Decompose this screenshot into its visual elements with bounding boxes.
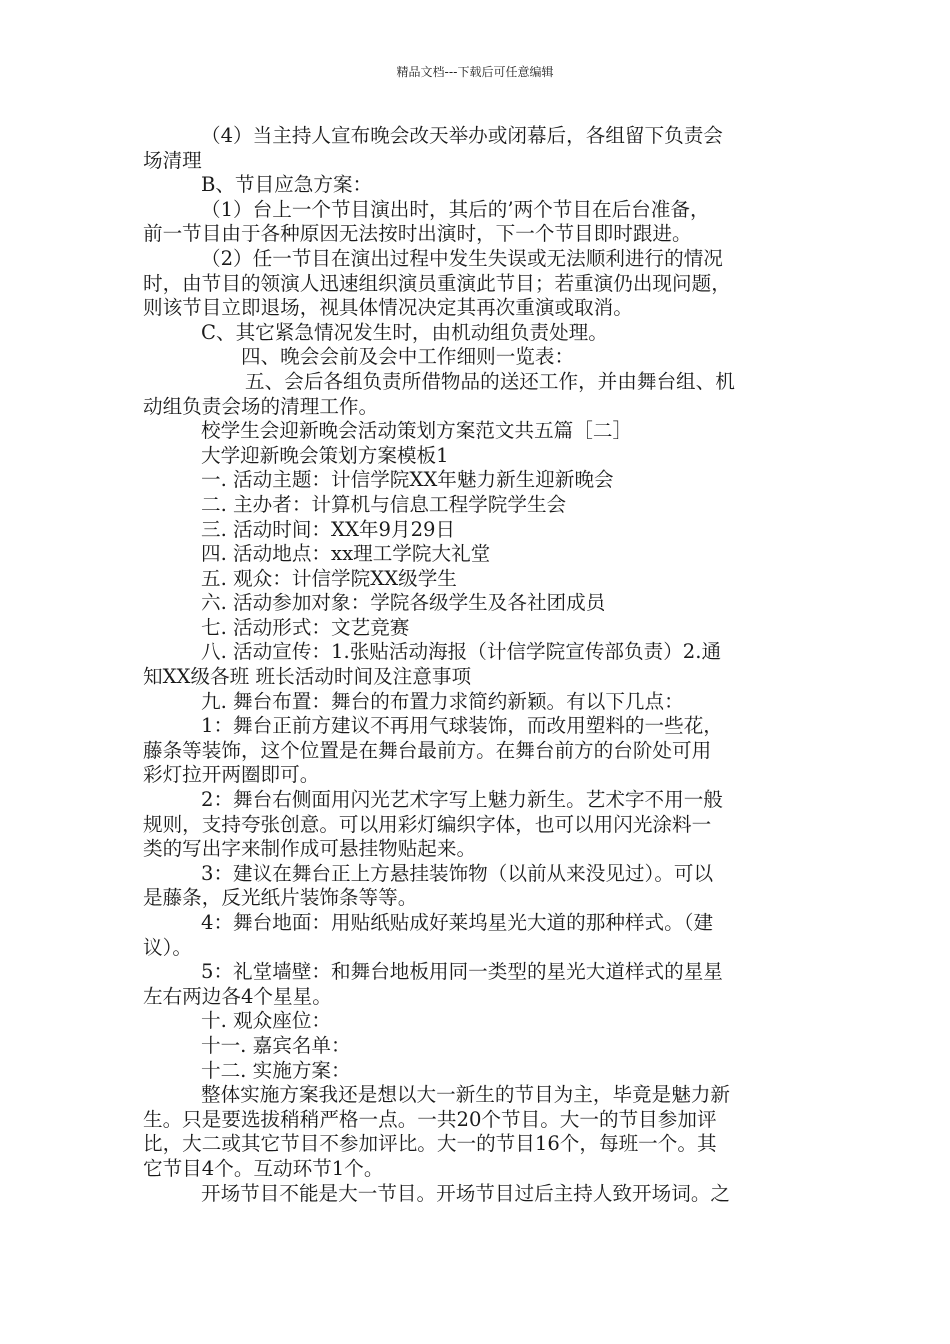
- text-line: 十. 观众座位：: [201, 1009, 332, 1033]
- text-line: 十二. 实施方案：: [201, 1058, 351, 1082]
- text-line: 前一节目由于各种原因无法按时出演时，下一个节目即时跟进。: [143, 222, 692, 246]
- text-line: 十一. 嘉宾名单：: [201, 1033, 351, 1057]
- text-line: 一. 活动主题：计信学院XX年魅力新生迎新晚会: [201, 468, 614, 492]
- text-line: 类的写出字来制作成可悬挂物贴起来。: [143, 837, 477, 861]
- text-line: 四. 活动地点：xx理工学院大礼堂: [201, 542, 491, 566]
- text-line: 1：舞台正前方建议不再用气球装饰，而改用塑料的一些花，: [201, 714, 723, 738]
- text-line: 三. 活动时间：XX年9月29日: [201, 517, 456, 541]
- text-line: 五. 观众：计信学院XX级学生: [201, 566, 457, 590]
- text-line: 生。只是要选拔稍稍严格一点。一共20个节目。大一的节目参加评: [143, 1107, 717, 1131]
- text-line: C、其它紧急情况发生时，由机动组负责处理。: [201, 320, 608, 344]
- text-line: 彩灯拉开两圈即可。: [143, 763, 320, 787]
- text-line: 藤条等装饰，这个位置是在舞台最前方。在舞台前方的台阶处可用: [143, 738, 712, 762]
- text-line: （1）台上一个节目演出时，其后的’两个节目在后台准备，: [201, 197, 710, 221]
- text-line: B、节目应急方案：: [201, 173, 373, 197]
- text-line: 5：礼堂墙壁：和舞台地板用同一类型的星光大道样式的星星: [201, 960, 723, 984]
- text-line: 校学生会迎新晚会活动策划方案范文共五篇［二］: [201, 419, 633, 443]
- text-line: 是藤条，反光纸片装饰条等等。: [143, 886, 418, 910]
- text-line: （2）任一节目在演出过程中发生失误或无法顺利进行的情况: [201, 246, 723, 270]
- text-line: 七. 活动形式：文艺竞赛: [201, 615, 410, 639]
- text-line: 九. 舞台布置：舞台的布置力求简约新颖。有以下几点：: [201, 689, 684, 713]
- text-line: 时，由节目的领演人迅速组织演员重演此节目；若重演仍出现问题，: [143, 271, 731, 295]
- text-line: 知XX级各班 班长活动时间及注意事项: [143, 665, 472, 689]
- text-line: 则该节目立即退场，视具体情况决定其再次重演或取消。: [143, 296, 633, 320]
- text-line: 规则，支持夸张创意。可以用彩灯编织字体，也可以用闪光涂料一: [143, 812, 712, 836]
- document-body: [143, 124, 809, 1206]
- text-line: 比，大二或其它节目不参加评比。大一的节目16个，每班一个。其: [143, 1132, 717, 1156]
- text-line: 开场节目不能是大一节目。开场节目过后主持人致开场词。之: [201, 1181, 731, 1205]
- text-line: 议）。: [143, 935, 192, 959]
- text-line: 它节目4个。互动环节1个。: [143, 1156, 384, 1180]
- text-line: 五、会后各组负责所借物品的送还工作，并由舞台组、机: [245, 369, 735, 393]
- text-line: 四、晚会会前及会中工作细则一览表：: [241, 345, 575, 369]
- text-line: 2：舞台右侧面用闪光艺术字写上魅力新生。艺术字不用一般: [201, 788, 723, 812]
- text-line: 3：建议在舞台正上方悬挂装饰物（以前从来没见过）。可以: [201, 861, 714, 885]
- page-header: 精品文档---下载后可任意编辑: [396, 65, 554, 79]
- text-line: 八. 活动宣传：1.张贴活动海报（计信学院宣传部负责）2.通: [201, 640, 722, 664]
- text-line: （4）当主持人宣布晚会改天举办或闭幕后，各组留下负责会: [201, 124, 723, 147]
- text-line: 动组负责会场的清理工作。: [143, 394, 379, 418]
- text-line: 六. 活动参加对象：学院各级学生及各社团成员: [201, 591, 606, 615]
- text-line: 大学迎新晚会策划方案模板1: [201, 443, 449, 467]
- text-line: 场清理: [143, 148, 202, 172]
- text-line: 二. 主办者：计算机与信息工程学院学生会: [201, 492, 567, 516]
- text-line: 4：舞台地面：用贴纸贴成好莱坞星光大道的那种样式。（建: [201, 911, 714, 934]
- text-line: 整体实施方案我还是想以大一新生的节目为主，毕竟是魅力新: [201, 1083, 731, 1107]
- text-line: 左右两边各4个星星。: [143, 984, 332, 1008]
